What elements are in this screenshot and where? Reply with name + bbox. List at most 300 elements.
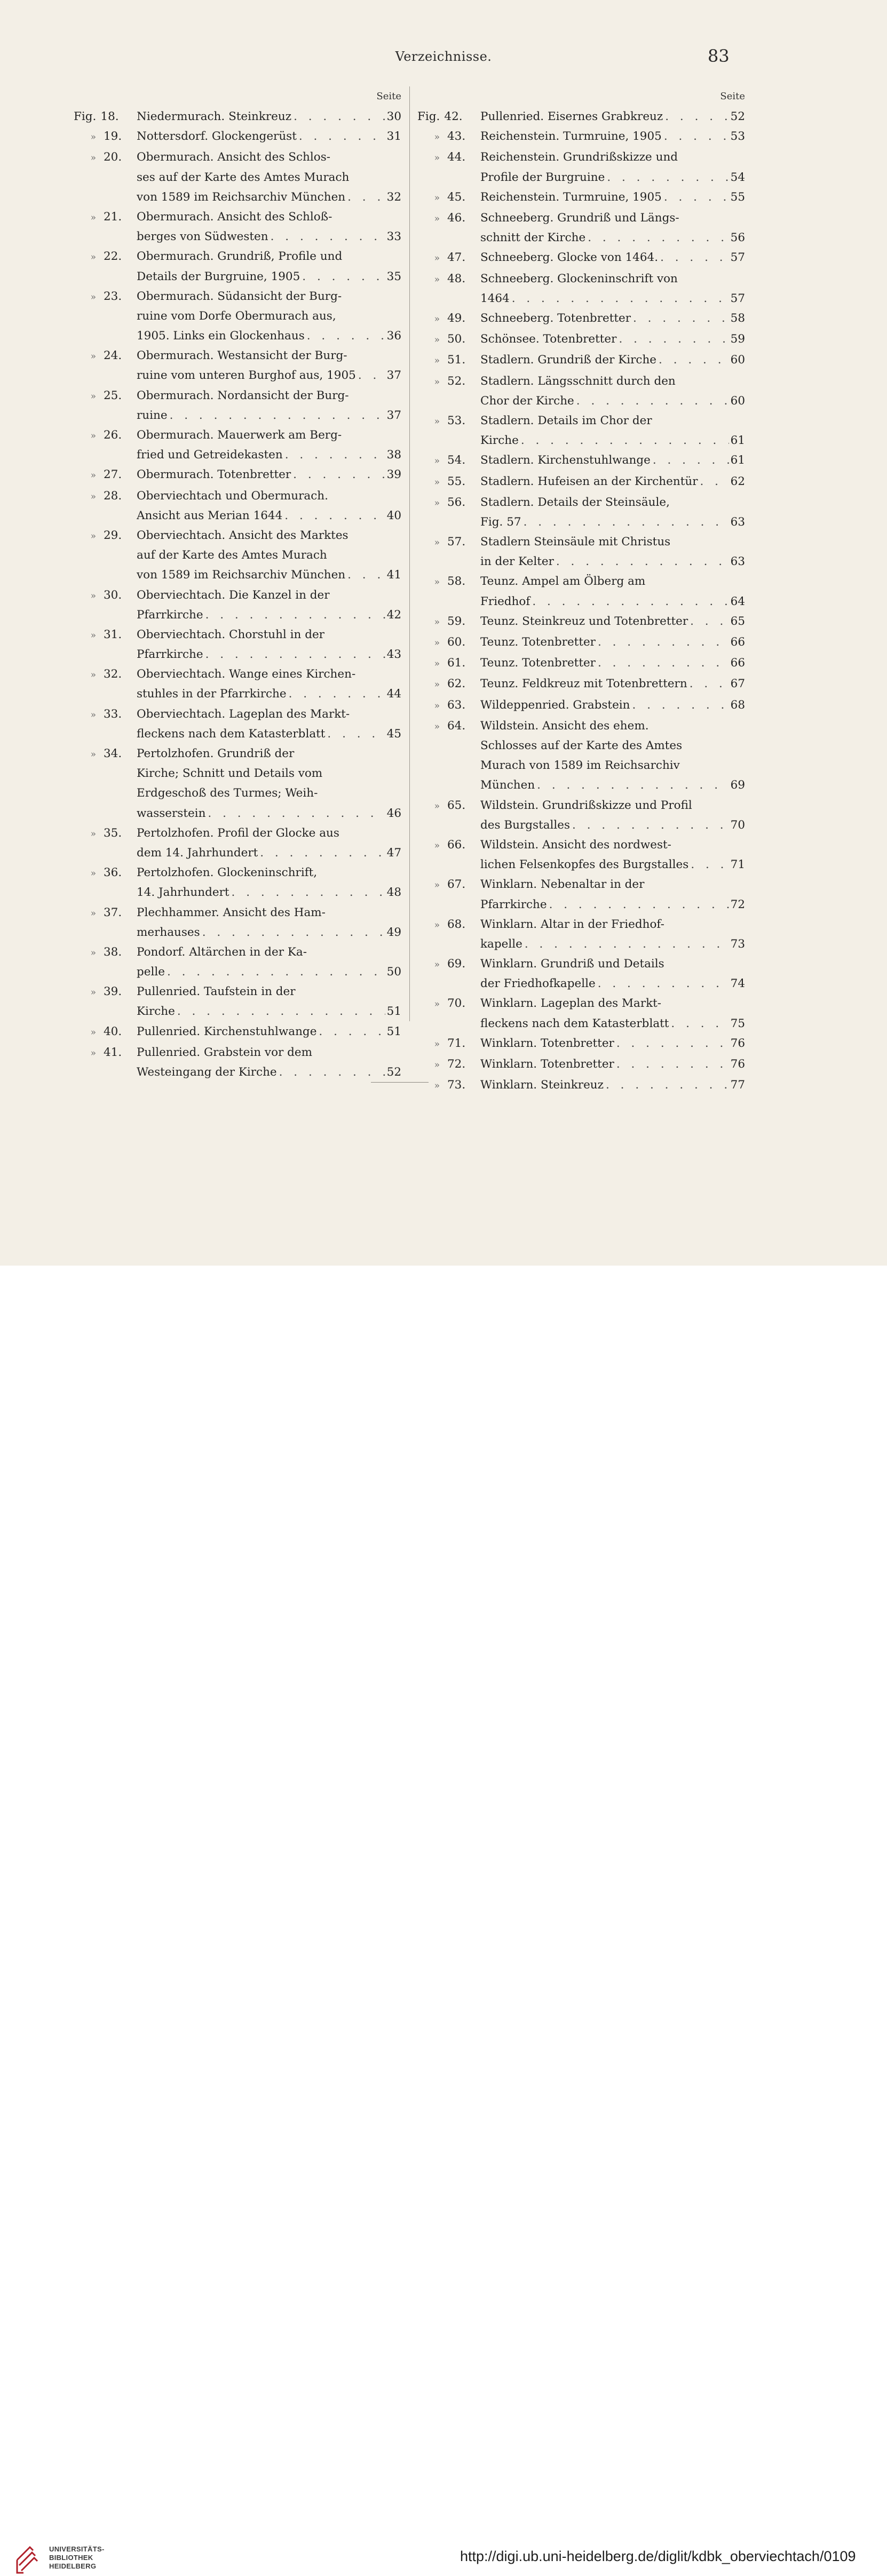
- entry-text: ses auf der Karte des Amtes Murach: [137, 170, 350, 184]
- entry-text: Stadlern. Details der Steinsäule,: [480, 495, 670, 509]
- figure-entry: [417, 796, 745, 835]
- figure-num: 42.: [444, 110, 463, 123]
- entry-line: [480, 228, 745, 248]
- entry-text: Teunz. Ampel am Ölberg am: [480, 575, 646, 589]
- library-line: BIBLIOTHEK: [49, 2554, 93, 2562]
- entry-text: Kirche: [137, 1005, 175, 1019]
- leader-dots: [616, 329, 729, 349]
- figure-entry: [74, 704, 401, 744]
- leader-dots: [277, 1062, 385, 1082]
- entry-text: fleckens nach dem Katasterblatt: [480, 1016, 669, 1030]
- entry-text: Stadlern. Längsschnitt durch den: [480, 374, 676, 388]
- entry-text: schnitt der Kirche: [480, 231, 586, 245]
- entry-text: Winklarn. Totenbretter: [480, 1058, 614, 1071]
- entry-text: Stadlern. Grundriß der Kirche: [480, 353, 657, 367]
- figure-number: [74, 346, 137, 385]
- figure-entry: [417, 147, 745, 187]
- figure-number: [417, 674, 480, 695]
- page-ref: 77: [730, 1078, 745, 1092]
- figure-number: [74, 486, 137, 526]
- figure-number: [417, 954, 480, 993]
- entry-line: [137, 1022, 401, 1041]
- figure-entry: [417, 308, 745, 329]
- leader-dots: [688, 855, 729, 874]
- figure-entry: [417, 248, 745, 268]
- page-ref: 73: [730, 937, 745, 951]
- figure-num: 66.: [447, 838, 466, 852]
- entry-line: [480, 248, 745, 267]
- entry-text: Pfarrkirche: [480, 897, 547, 911]
- figure-number: [417, 308, 480, 329]
- figure-number: [74, 982, 137, 1021]
- entry-line: [480, 756, 745, 775]
- entry-text: Fig. 57: [480, 515, 521, 529]
- page-ref: 67: [730, 677, 745, 691]
- entry-text: Reichenstein. Turmruine, 1905: [480, 190, 662, 204]
- figure-num: 35.: [104, 826, 122, 840]
- leader-dots: [291, 465, 385, 484]
- entry-text: Winklarn. Steinkreuz: [480, 1078, 604, 1092]
- leader-dots: [297, 126, 385, 146]
- figure-entry: [74, 147, 401, 207]
- figure-number: [417, 796, 480, 835]
- figure-prefix: »: [434, 658, 440, 670]
- entry-text: Chor der Kirche: [480, 394, 574, 408]
- entry-text: Schneeberg. Totenbretter: [480, 311, 631, 325]
- figure-prefix: »: [90, 1047, 96, 1059]
- source-url-link[interactable]: http://digi.ub.uni-heidelberg.de/diglit/kdbk_oberviechtach/0109: [460, 2548, 856, 2564]
- leader-dots: [669, 1014, 729, 1033]
- figure-prefix: Fig.: [417, 110, 440, 123]
- entry-text: wasserstein: [137, 806, 206, 820]
- entry-text: des Burgstalles: [480, 818, 571, 832]
- figure-num: 21.: [104, 210, 122, 224]
- page-ref: 57: [730, 251, 745, 265]
- figure-number: [74, 1043, 137, 1082]
- figure-number: [74, 1022, 137, 1043]
- entry-line: [480, 450, 745, 470]
- page-ref: 40: [386, 508, 401, 522]
- page-ref: 64: [730, 594, 745, 608]
- figure-number: [417, 411, 480, 450]
- figure-num: 38.: [104, 945, 122, 959]
- entry-text: 1464: [480, 291, 510, 305]
- entry-line: [480, 391, 745, 411]
- figure-entry: [74, 1043, 401, 1082]
- page-ref: 44: [386, 687, 401, 701]
- figure-entry: [74, 625, 401, 664]
- entry-text: Oberviechtach. Wange eines Kirchen-: [137, 667, 356, 681]
- entry-text: Teunz. Feldkreuz mit Totenbrettern: [480, 677, 687, 691]
- entry-text: Pertolzhofen. Grundriß der: [137, 747, 295, 761]
- entry-line: [480, 187, 745, 207]
- end-rule: [371, 1082, 429, 1083]
- entry-text: Winklarn. Nebenaltar in der: [480, 878, 645, 892]
- leader-dots: [651, 450, 729, 470]
- page-ref: 37: [386, 408, 401, 422]
- leader-dots: [287, 684, 385, 704]
- figure-number: [417, 835, 480, 874]
- figure-num: 41.: [104, 1045, 122, 1059]
- entry-line: [137, 406, 401, 425]
- leader-dots: [614, 1033, 729, 1053]
- figure-number: [74, 903, 137, 942]
- figure-number: [74, 247, 137, 286]
- figure-prefix: »: [434, 132, 440, 143]
- entry-line: [480, 632, 745, 652]
- entry-text: Pondorf. Altärchen in der Ka-: [137, 945, 307, 959]
- entry-text: in der Kelter: [480, 555, 554, 569]
- figure-entry: [417, 835, 745, 874]
- entry-line: [480, 350, 745, 370]
- entry-line: [137, 962, 401, 982]
- figure-entry: [417, 450, 745, 471]
- figure-prefix: »: [434, 335, 440, 346]
- page-ref: 36: [386, 329, 401, 343]
- entry-text: Obermurach. Mauerwerk am Berg-: [137, 428, 342, 442]
- entry-text: Pullenried. Kirchenstuhlwange: [137, 1024, 317, 1038]
- entry-line: [480, 371, 745, 391]
- leader-dots: [283, 445, 385, 465]
- figure-prefix: »: [434, 476, 440, 488]
- leader-dots: [175, 1001, 385, 1021]
- figure-number: [74, 664, 137, 704]
- entry-line: [137, 565, 401, 585]
- entry-text: Winklarn. Altar in der Friedhof-: [480, 917, 664, 931]
- page-number: 83: [708, 46, 730, 66]
- page-ref: 54: [730, 170, 745, 184]
- figure-num: 26.: [104, 428, 122, 442]
- figure-prefix: »: [434, 1080, 440, 1092]
- leader-dots: [282, 506, 385, 526]
- page-ref: 42: [386, 608, 401, 622]
- figure-number: [417, 472, 480, 492]
- figure-num: 37.: [104, 905, 122, 919]
- figure-num: 50.: [447, 332, 466, 346]
- figure-entry: [417, 874, 745, 914]
- entry-line: [137, 326, 401, 346]
- figure-prefix: »: [434, 800, 440, 812]
- entry-line: [137, 1062, 401, 1082]
- figure-num: 68.: [447, 917, 466, 931]
- figure-entry: [417, 187, 745, 208]
- entry-text: Reichenstein. Grundrißskizze und: [480, 150, 678, 164]
- figure-number: [417, 1054, 480, 1075]
- entry-line: [137, 863, 401, 882]
- figure-entry: [74, 903, 401, 942]
- leader-dots: [205, 804, 385, 823]
- page-ref: 52: [730, 110, 745, 123]
- entry-line: [480, 611, 745, 631]
- entry-text: fried und Getreidekasten: [137, 448, 283, 462]
- figure-prefix: »: [90, 153, 96, 164]
- entry-text: dem 14. Jahrhundert: [137, 846, 258, 860]
- figure-num: 39.: [104, 985, 122, 999]
- figure-prefix: »: [434, 497, 440, 508]
- figure-entry: [74, 664, 401, 704]
- figure-entry: [417, 611, 745, 632]
- figure-prefix: »: [90, 530, 96, 542]
- entry-text: Stadlern. Details im Chor der: [480, 414, 652, 427]
- page-ref: 61: [730, 454, 745, 467]
- figure-entry: [417, 350, 745, 371]
- entry-text: kapelle: [480, 937, 522, 951]
- figure-prefix: »: [434, 456, 440, 467]
- figure-num: 70.: [447, 997, 466, 1011]
- entry-text: ruine: [137, 408, 168, 422]
- figure-number: [74, 625, 137, 664]
- figure-entry: [74, 126, 401, 147]
- figure-number: [417, 492, 480, 532]
- figure-number: [417, 695, 480, 716]
- figure-entry: [74, 386, 401, 425]
- entry-text: Wildeppenried. Grabstein: [480, 698, 630, 712]
- entry-text: Obermurach. Nordansicht der Burg-: [137, 388, 349, 402]
- entry-line: [137, 664, 401, 684]
- figure-entry: [74, 207, 401, 247]
- entry-line: [480, 532, 745, 552]
- figure-prefix: »: [434, 1060, 440, 1071]
- leader-dots: [530, 592, 729, 611]
- entry-line: [137, 903, 401, 923]
- page-ref: 51: [386, 1024, 401, 1038]
- entry-text: Pfarrkirche: [137, 648, 203, 662]
- figure-num: 55.: [447, 474, 466, 488]
- entry-line: [137, 247, 401, 266]
- page-ref: 75: [730, 1016, 745, 1030]
- entry-line: [480, 915, 745, 934]
- figure-num: 52.: [447, 374, 466, 388]
- seite-label: Seite: [376, 91, 401, 102]
- figure-entry: [417, 329, 745, 350]
- page-ref: 37: [386, 369, 401, 383]
- entry-line: [137, 744, 401, 764]
- figure-number: [417, 269, 480, 308]
- entry-line: [137, 645, 401, 664]
- page-ref: 51: [386, 1005, 401, 1019]
- page-ref: 58: [730, 311, 745, 325]
- entry-text: Niedermurach. Steinkreuz: [137, 110, 292, 123]
- page-ref: 57: [730, 291, 745, 305]
- page-ref: 49: [386, 925, 401, 939]
- figure-num: 29.: [104, 528, 122, 542]
- page-ref: 46: [386, 806, 401, 820]
- page-ref: 48: [386, 886, 401, 900]
- leader-dots: [596, 653, 729, 673]
- figure-prefix: »: [90, 828, 96, 839]
- entry-text: pelle: [137, 965, 165, 979]
- entry-text: Kirche; Schnitt und Details vom: [137, 767, 323, 781]
- figure-num: 24.: [104, 349, 122, 363]
- entry-text: 1905. Links ein Glockenhaus: [137, 329, 305, 343]
- figure-entry: [74, 247, 401, 286]
- entry-text: von 1589 im Reichsarchiv München: [137, 190, 346, 204]
- figure-num: 23.: [104, 289, 122, 303]
- entry-line: [480, 492, 745, 512]
- figure-prefix: »: [90, 947, 96, 958]
- leader-dots: [268, 227, 385, 247]
- entry-text: Teunz. Totenbretter: [480, 656, 596, 670]
- figure-entry: [74, 863, 401, 902]
- figure-entry: [417, 107, 745, 126]
- entry-line: [137, 168, 401, 187]
- entry-line: [480, 472, 745, 491]
- entry-line: [137, 227, 401, 247]
- figure-prefix: »: [434, 253, 440, 264]
- entry-line: [480, 934, 745, 954]
- figure-prefix: »: [434, 679, 440, 690]
- leader-dots: [662, 126, 729, 146]
- page-ref: 61: [730, 434, 745, 448]
- entry-text: berges von Südwesten: [137, 230, 268, 244]
- figure-prefix: »: [90, 908, 96, 919]
- entry-text: Obermurach. Ansicht des Schloß-: [137, 210, 332, 224]
- figure-prefix: »: [434, 153, 440, 164]
- figure-entry: [74, 942, 401, 982]
- figure-prefix: »: [434, 577, 440, 588]
- entry-line: [137, 386, 401, 406]
- figure-num: 65.: [447, 798, 466, 812]
- figure-number: [417, 187, 480, 208]
- figure-num: 72.: [447, 1058, 466, 1071]
- entry-text: Pullenried. Taufstein in der: [137, 985, 296, 999]
- figure-entry: [74, 287, 401, 346]
- leader-dots: [168, 406, 385, 425]
- library-name: [49, 2545, 105, 2571]
- figure-number: [74, 704, 137, 744]
- figure-num: 46.: [447, 211, 466, 225]
- column-divider: [409, 86, 410, 1021]
- entry-text: Erdgeschoß des Turmes; Weih-: [137, 786, 318, 800]
- entry-line: [480, 571, 745, 591]
- figure-number: [74, 823, 137, 863]
- leader-dots: [585, 228, 729, 248]
- figure-entry: [74, 425, 401, 465]
- figure-entry: [417, 993, 745, 1033]
- figure-number: [417, 653, 480, 674]
- entry-text: Obermurach. Südansicht der Burg-: [137, 289, 342, 303]
- figure-prefix: »: [434, 537, 440, 548]
- entry-line: [137, 882, 401, 902]
- figure-number: [417, 611, 480, 632]
- figure-number: [417, 126, 480, 147]
- leader-dots: [631, 308, 729, 328]
- page-ref: 59: [730, 332, 745, 346]
- figure-prefix: »: [434, 416, 440, 427]
- page-ref: 69: [730, 778, 745, 792]
- figure-num: 53.: [447, 414, 466, 427]
- figure-number: [417, 147, 480, 187]
- leader-dots: [658, 248, 729, 267]
- page-ref: 62: [730, 474, 745, 488]
- leader-dots: [229, 882, 385, 902]
- entry-line: [480, 411, 745, 431]
- entry-line: [137, 764, 401, 783]
- entry-text: Kirche: [480, 434, 519, 448]
- figure-prefix: »: [90, 470, 96, 481]
- entry-line: [480, 855, 745, 874]
- library-logo-icon: [14, 2542, 44, 2576]
- entry-line: [137, 823, 401, 843]
- leader-dots: [688, 611, 729, 631]
- figure-prefix: »: [434, 376, 440, 387]
- leader-dots: [345, 565, 385, 585]
- page-ref: 60: [730, 394, 745, 408]
- figure-entry: [417, 126, 745, 147]
- figure-number: [417, 1033, 480, 1054]
- page-ref: 38: [386, 448, 401, 462]
- entry-text: auf der Karte des Amtes Murach: [137, 548, 327, 562]
- entry-line: [480, 168, 745, 187]
- entry-line: [137, 605, 401, 625]
- entry-line: [480, 512, 745, 532]
- leader-dots: [570, 815, 729, 835]
- figure-entry: [417, 269, 745, 308]
- figure-num: 43.: [447, 130, 466, 144]
- entry-line: [480, 1075, 745, 1095]
- figure-num: 67.: [447, 878, 466, 892]
- figure-list-right: [417, 86, 745, 1096]
- leader-dots: [521, 512, 729, 532]
- leader-dots: [522, 934, 729, 954]
- figure-prefix: »: [90, 391, 96, 402]
- entry-text: Oberviechtach. Die Kanzel in der: [137, 588, 330, 602]
- page-ref: 71: [730, 858, 745, 872]
- figure-num: 18.: [100, 110, 119, 123]
- figure-number: [74, 207, 137, 247]
- page-ref: 45: [386, 727, 401, 741]
- entry-text: Friedhof: [480, 594, 530, 608]
- entry-text: Schneeberg. Grundriß und Längs-: [480, 211, 679, 225]
- entry-text: Reichenstein. Turmruine, 1905: [480, 130, 662, 144]
- entry-text: Obermurach. Ansicht des Schlos-: [137, 150, 331, 164]
- entry-line: [137, 1001, 401, 1021]
- figure-prefix: »: [90, 987, 96, 998]
- figure-entry: [74, 346, 401, 385]
- figure-prefix: »: [90, 868, 96, 879]
- figure-entry: [417, 632, 745, 653]
- entry-text: Obermurach. Totenbretter: [137, 468, 291, 482]
- figure-number: [74, 585, 137, 625]
- leader-dots: [698, 472, 729, 491]
- figure-number: [417, 874, 480, 914]
- figure-num: 58.: [447, 575, 466, 589]
- figure-num: 62.: [447, 677, 466, 691]
- entry-line: [480, 716, 745, 736]
- figure-prefix: »: [90, 132, 96, 143]
- figure-number: [417, 716, 480, 796]
- entry-line: [137, 147, 401, 167]
- entry-text: fleckens nach dem Katasterblatt: [137, 727, 326, 741]
- figure-prefix: »: [434, 355, 440, 367]
- figure-num: 28.: [104, 489, 122, 503]
- leader-dots: [203, 605, 385, 625]
- figure-number: [74, 744, 137, 823]
- figure-prefix: »: [90, 291, 96, 303]
- page-ref: 35: [386, 269, 401, 283]
- figure-num: 61.: [447, 656, 466, 670]
- figure-prefix: »: [434, 700, 440, 711]
- entry-line: [137, 526, 401, 545]
- page-ref: 60: [730, 353, 745, 367]
- entry-line: [480, 674, 745, 694]
- figure-entry: [74, 823, 401, 863]
- figure-entry: [74, 1022, 401, 1043]
- figure-num: 20.: [104, 150, 122, 164]
- entry-text: 14. Jahrhundert: [137, 886, 229, 900]
- figure-num: 69.: [447, 957, 466, 971]
- figure-prefix: »: [434, 616, 440, 627]
